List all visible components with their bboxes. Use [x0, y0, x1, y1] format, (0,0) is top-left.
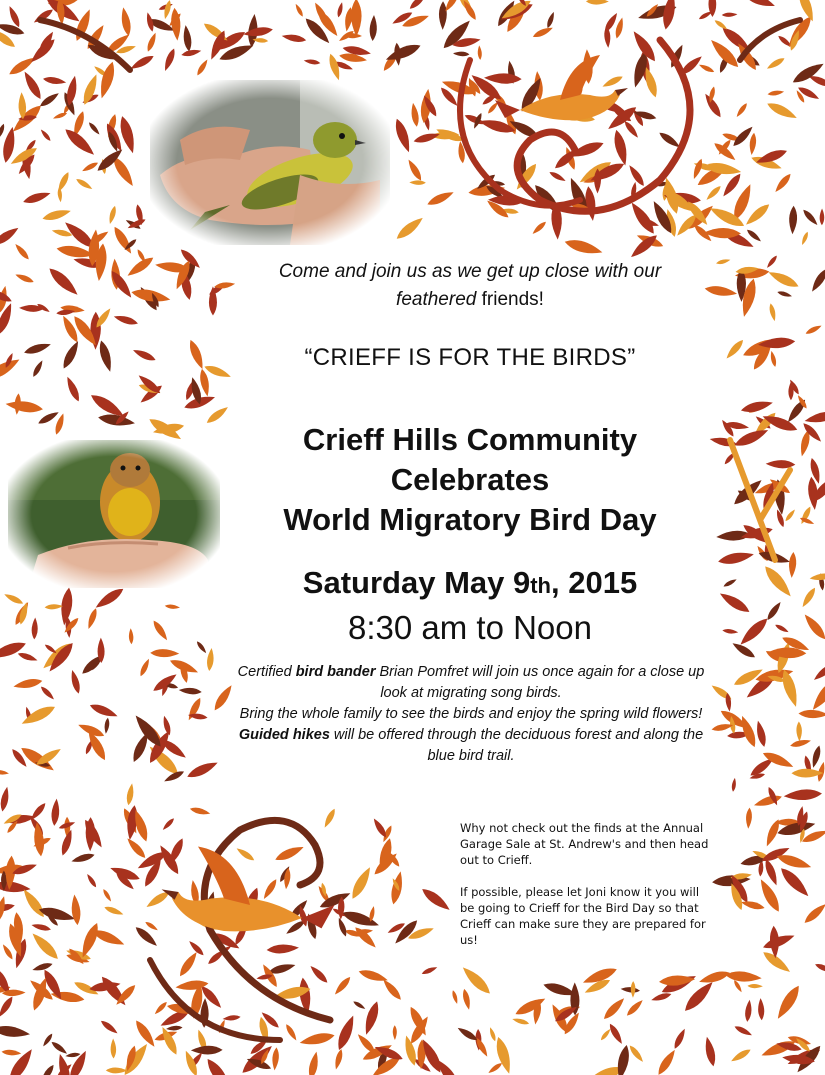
leaf-icon [745, 228, 762, 243]
details-p1-lead: Certified [237, 664, 296, 680]
leaf-icon [769, 350, 777, 367]
leaf-icon [774, 623, 789, 634]
leaf-icon [650, 991, 672, 1003]
leaf-icon [128, 628, 133, 644]
leaf-icon [800, 231, 809, 246]
leaf-icon [409, 180, 426, 185]
leaf-icon [762, 858, 780, 887]
leaf-icon [308, 964, 329, 985]
leaf-icon [352, 1000, 366, 1011]
date-suffix: th [530, 573, 551, 598]
top-bird-photo [150, 80, 390, 245]
hand-holding-songbird-image [8, 440, 220, 588]
leaf-icon [56, 171, 71, 194]
leaf-icon [22, 189, 52, 205]
leaf-icon [722, 12, 738, 17]
leaf-icon [104, 717, 110, 734]
leaf-icon [0, 995, 15, 1019]
leaf-icon [164, 604, 180, 610]
leaf-icon [177, 950, 200, 979]
leaf-icon [532, 25, 554, 40]
leaf-icon [627, 163, 647, 188]
leaf-icon [50, 798, 60, 826]
leaf-icon [0, 224, 21, 248]
leaf-icon [87, 121, 101, 136]
leaf-icon [586, 0, 609, 5]
date-year: , 2015 [551, 565, 638, 600]
leaf-icon [0, 639, 28, 663]
leaf-icon [133, 1018, 159, 1049]
leaf-icon [767, 89, 784, 96]
leaf-icon [738, 714, 759, 749]
leaf-icon [99, 1019, 119, 1036]
leaf-icon [765, 600, 783, 622]
leaf-icon [737, 615, 771, 648]
leaf-icon [39, 1063, 56, 1075]
leaf-icon [393, 1025, 397, 1040]
leaf-icon [71, 852, 96, 865]
side-note [460, 820, 710, 964]
leaf-icon [672, 1027, 688, 1050]
leaf-icon [64, 375, 82, 403]
leaf-icon [191, 1045, 223, 1054]
leaf-icon [85, 873, 98, 889]
leaf-icon [21, 69, 44, 101]
leaf-icon [150, 649, 179, 658]
leaf-icon [181, 48, 202, 58]
leaf-icon [705, 184, 723, 202]
leaf-icon [765, 254, 778, 269]
leaf-icon [281, 33, 307, 44]
leaf-icon [0, 123, 6, 140]
leaf-icon [333, 975, 353, 997]
leaf-icon [611, 129, 630, 167]
leaf-icon [32, 961, 54, 973]
leaf-icon [132, 347, 157, 363]
leaf-icon [804, 409, 825, 425]
leaf-icon [805, 323, 823, 335]
bird-shape [495, 100, 520, 118]
date-prefix: Saturday May 9 [302, 565, 531, 600]
leaf-icon [31, 922, 52, 932]
leaf-icon [13, 242, 31, 261]
leaf-icon [43, 76, 67, 86]
leaf-icon [735, 102, 749, 118]
leaf-icon [410, 102, 420, 127]
details-p1-rest: Brian Pomfret will join us once again for a close up look at migrating song birds. [375, 664, 705, 701]
leaf-icon [703, 1036, 718, 1067]
side-note-paragraph-1: Why not check out the finds at the Annual Garage Sale at St. Andrew's and then head out to Crieff. [460, 821, 709, 867]
leaf-icon [65, 1052, 81, 1058]
leaf-icon [41, 207, 71, 223]
leaf-icon [294, 3, 304, 18]
leaf-icon [599, 1028, 612, 1042]
leaf-icon [426, 189, 456, 208]
leaf-icon [75, 177, 94, 191]
leaf-icon [766, 56, 786, 71]
leaf-icon [38, 91, 60, 109]
leaf-icon [777, 865, 812, 900]
intro-line-1: Come and join us as we get up close with our [278, 261, 662, 282]
leaf-icon [69, 669, 82, 694]
leaf-icon [131, 712, 164, 750]
leaf-icon [456, 1025, 479, 1043]
leaf-icon [222, 1014, 241, 1021]
leaf-icon [203, 1056, 234, 1075]
leaf-icon [162, 0, 172, 20]
leaf-icon [392, 117, 413, 154]
leaf-icon [23, 341, 52, 357]
leaf-icon [60, 339, 82, 370]
leaf-icon [625, 998, 645, 1018]
leaf-icon [789, 738, 811, 749]
leaf-icon [720, 171, 743, 198]
leaf-icon [789, 206, 798, 235]
intro-text [200, 258, 740, 314]
slogan: “CRIEFF IS FOR THE BIRDS” [304, 344, 636, 371]
leaf-icon [307, 1051, 321, 1075]
leaf-icon [5, 399, 44, 415]
leaf-icon [189, 806, 211, 816]
leaf-icon [3, 592, 24, 606]
leaf-icon [93, 585, 126, 611]
leaf-icon [46, 265, 81, 299]
headline-line-1: Crieff Hills Community [302, 422, 638, 457]
details-paragraph-3 [228, 725, 714, 767]
leaf-icon [39, 685, 56, 701]
leaf-icon [266, 943, 299, 954]
leaf-icon [406, 158, 424, 182]
details-p1-bold: bird bander [295, 664, 376, 680]
leaf-icon [97, 60, 118, 100]
leaf-icon [394, 214, 426, 242]
leaf-icon [145, 32, 158, 53]
leaf-icon [1, 1049, 21, 1056]
leaf-icon [773, 172, 793, 194]
bird-shape [560, 55, 600, 100]
leaf-icon [461, 988, 472, 1010]
leaf-icon [743, 201, 772, 228]
leaf-icon [531, 220, 548, 236]
leaf-icon [336, 917, 348, 938]
leaf-icon [768, 303, 777, 322]
leaf-icon [31, 617, 38, 639]
leaf-icon [70, 894, 82, 925]
leaf-icon [17, 651, 38, 663]
leaf-icon [767, 268, 801, 290]
leaf-icon [488, 1027, 497, 1042]
leaf-icon [731, 778, 737, 792]
leaf-icon [119, 7, 132, 37]
leaf-icon [809, 676, 825, 713]
leaf-icon [753, 793, 783, 809]
flying-bird-bottom-icon [162, 847, 335, 932]
leaf-icon [14, 393, 22, 415]
leaf-icon [0, 769, 9, 775]
leaf-icon [655, 1048, 678, 1075]
leaf-icon [20, 887, 48, 920]
leaf-icon [548, 170, 567, 183]
leaf-icon [284, 1023, 299, 1042]
leaf-icon [627, 200, 658, 237]
leaf-icon [13, 677, 43, 691]
leaf-icon [144, 920, 159, 932]
leaf-icon [408, 0, 428, 11]
leaf-icon [607, 1022, 624, 1045]
leaf-icon [110, 1038, 116, 1058]
leaf-icon [86, 607, 99, 630]
leaf-icon [162, 47, 177, 72]
leaf-icon [28, 36, 58, 65]
leaf-icon [303, 58, 320, 65]
flying-bird-top-icon [495, 55, 628, 120]
details-paragraph-2: Bring the whole family to see the birds and enjoy the spring wild flowers! [239, 706, 703, 722]
leaf-icon [769, 926, 780, 959]
leaf-icon [261, 878, 279, 901]
side-note-paragraph-2: If possible, please let Joni know it you will be going to Crieff for the Bird Day so that Crieff can make sure they are prepared for us! [460, 885, 706, 947]
leaf-icon [195, 58, 209, 77]
leaf-icon [0, 1024, 31, 1039]
leaf-icon [512, 1017, 530, 1026]
leaf-icon [102, 888, 113, 902]
leaf-icon [106, 1067, 128, 1073]
leaf-icon [800, 586, 818, 609]
leaf-icon [748, 132, 757, 155]
leaf-icon [362, 1000, 382, 1036]
leaf-icon [725, 970, 762, 983]
leaf-icon [29, 801, 48, 822]
details-paragraph-1 [228, 662, 714, 704]
leaf-icon [439, 1, 447, 30]
details-p3-bold: Guided hikes [238, 727, 330, 743]
leaf-icon [814, 962, 825, 974]
leaf-icon [185, 758, 219, 780]
leaf-icon [484, 73, 522, 85]
leaf-icon [322, 807, 337, 829]
leaf-icon [187, 939, 205, 957]
leaf-icon [153, 1000, 168, 1015]
leaf-icon [601, 996, 627, 1022]
leaf-icon [299, 1031, 336, 1048]
leaf-icon [125, 783, 135, 806]
leaf-icon [182, 25, 193, 52]
leaf-icon [601, 74, 624, 90]
leaf-icon [477, 45, 482, 60]
leaf-icon [754, 720, 768, 748]
leaf-icon [798, 709, 825, 718]
leaf-icon [810, 745, 822, 769]
leaf-icon [90, 312, 101, 350]
leaf-icon [39, 128, 52, 142]
leaf-icon [62, 126, 98, 159]
leaf-icon [773, 983, 803, 1022]
leaf-icon [451, 990, 459, 1005]
leaf-icon [206, 648, 215, 672]
leaf-icon [111, 225, 135, 256]
leaf-icon [19, 702, 57, 728]
leaf-icon [31, 359, 45, 378]
event-time: 8:30 am to Noon [348, 609, 592, 646]
bird-shape [302, 905, 335, 928]
leaf-icon [730, 1047, 753, 1064]
leaf-icon [545, 11, 556, 29]
details-p3-rest: will be offered through the deciduous forest and along the blue bird trail. [329, 727, 704, 764]
leaf-icon [29, 930, 61, 962]
intro-feathered: feathered [396, 289, 477, 310]
leaf-icon [809, 267, 825, 294]
leaf-icon [801, 612, 825, 642]
leaf-icon [235, 846, 256, 863]
leaf-icon [336, 2, 344, 18]
leaf-icon [340, 908, 380, 930]
leaf-icon [274, 843, 306, 863]
leaf-icon [333, 1048, 344, 1070]
leaf-icon [81, 818, 105, 850]
headline-line-2: Celebrates [390, 462, 550, 497]
leaf-icon [765, 100, 798, 122]
leaf-icon [66, 1049, 90, 1075]
leaf-icon [784, 508, 797, 522]
left-bird-photo [8, 440, 220, 588]
leaf-icon [785, 397, 808, 424]
event-details [228, 662, 714, 767]
headline-line-3: World Migratory Bird Day [283, 502, 657, 537]
leaf-icon [334, 1014, 358, 1052]
leaf-icon [419, 885, 452, 913]
leaf-icon [744, 999, 752, 1022]
leaf-icon [7, 54, 38, 78]
leaf-icon [698, 969, 731, 987]
leaf-icon [41, 1032, 54, 1047]
leaf-icon [161, 817, 175, 832]
leaf-icon [742, 0, 776, 10]
leaf-icon [97, 339, 115, 373]
leaf-icon [0, 786, 11, 812]
leaf-icon [348, 865, 374, 901]
leaf-icon [747, 984, 763, 989]
leaf-icon [733, 1024, 753, 1037]
leaf-icon [563, 237, 604, 258]
leaf-icon [381, 977, 404, 1002]
leaf-icon [151, 619, 170, 642]
event-date [200, 563, 740, 606]
leaf-icon [453, 51, 470, 56]
leaf-icon [138, 658, 151, 678]
leaf-icon [103, 905, 124, 917]
leaf-icon [421, 965, 438, 976]
leaf-icon [88, 701, 119, 720]
leaf-icon [820, 209, 825, 226]
leaf-icon [620, 986, 640, 993]
leaf-icon [801, 208, 819, 227]
leaf-icon [631, 981, 636, 998]
leaf-icon [783, 788, 822, 801]
leaf-icon [243, 25, 274, 38]
leaf-icon [623, 119, 641, 139]
leaf-icon [614, 17, 625, 40]
leaf-icon [271, 1047, 279, 1071]
leaf-icon [604, 26, 612, 48]
leaf-icon [107, 205, 117, 225]
leaf-icon [369, 15, 378, 41]
leaf-icon [802, 901, 825, 926]
leaf-icon [487, 1061, 503, 1075]
leaf-icon [513, 994, 547, 1018]
leaf-icon [113, 313, 139, 327]
leaf-icon [777, 290, 793, 298]
leaf-icon [50, 1040, 69, 1056]
event-headline [200, 420, 740, 540]
leaf-icon [353, 925, 379, 951]
leaf-icon [758, 998, 765, 1020]
leaf-icon [740, 398, 774, 415]
leaf-icon [745, 807, 752, 828]
leaf-icon [44, 604, 63, 610]
leaf-icon [740, 899, 765, 911]
leaf-icon [812, 661, 825, 682]
leaf-icon [796, 721, 802, 741]
leaf-icon [788, 552, 797, 578]
leaf-icon [178, 687, 202, 695]
leaf-icon [1, 943, 15, 961]
leaf-icon [166, 1025, 183, 1031]
leaf-icon [698, 63, 715, 74]
intro-friends: friends! [476, 289, 544, 310]
leaf-icon [627, 1044, 645, 1064]
hand-holding-warbler-image [150, 80, 390, 245]
leaf-icon [14, 272, 34, 284]
leaf-icon [81, 161, 99, 174]
